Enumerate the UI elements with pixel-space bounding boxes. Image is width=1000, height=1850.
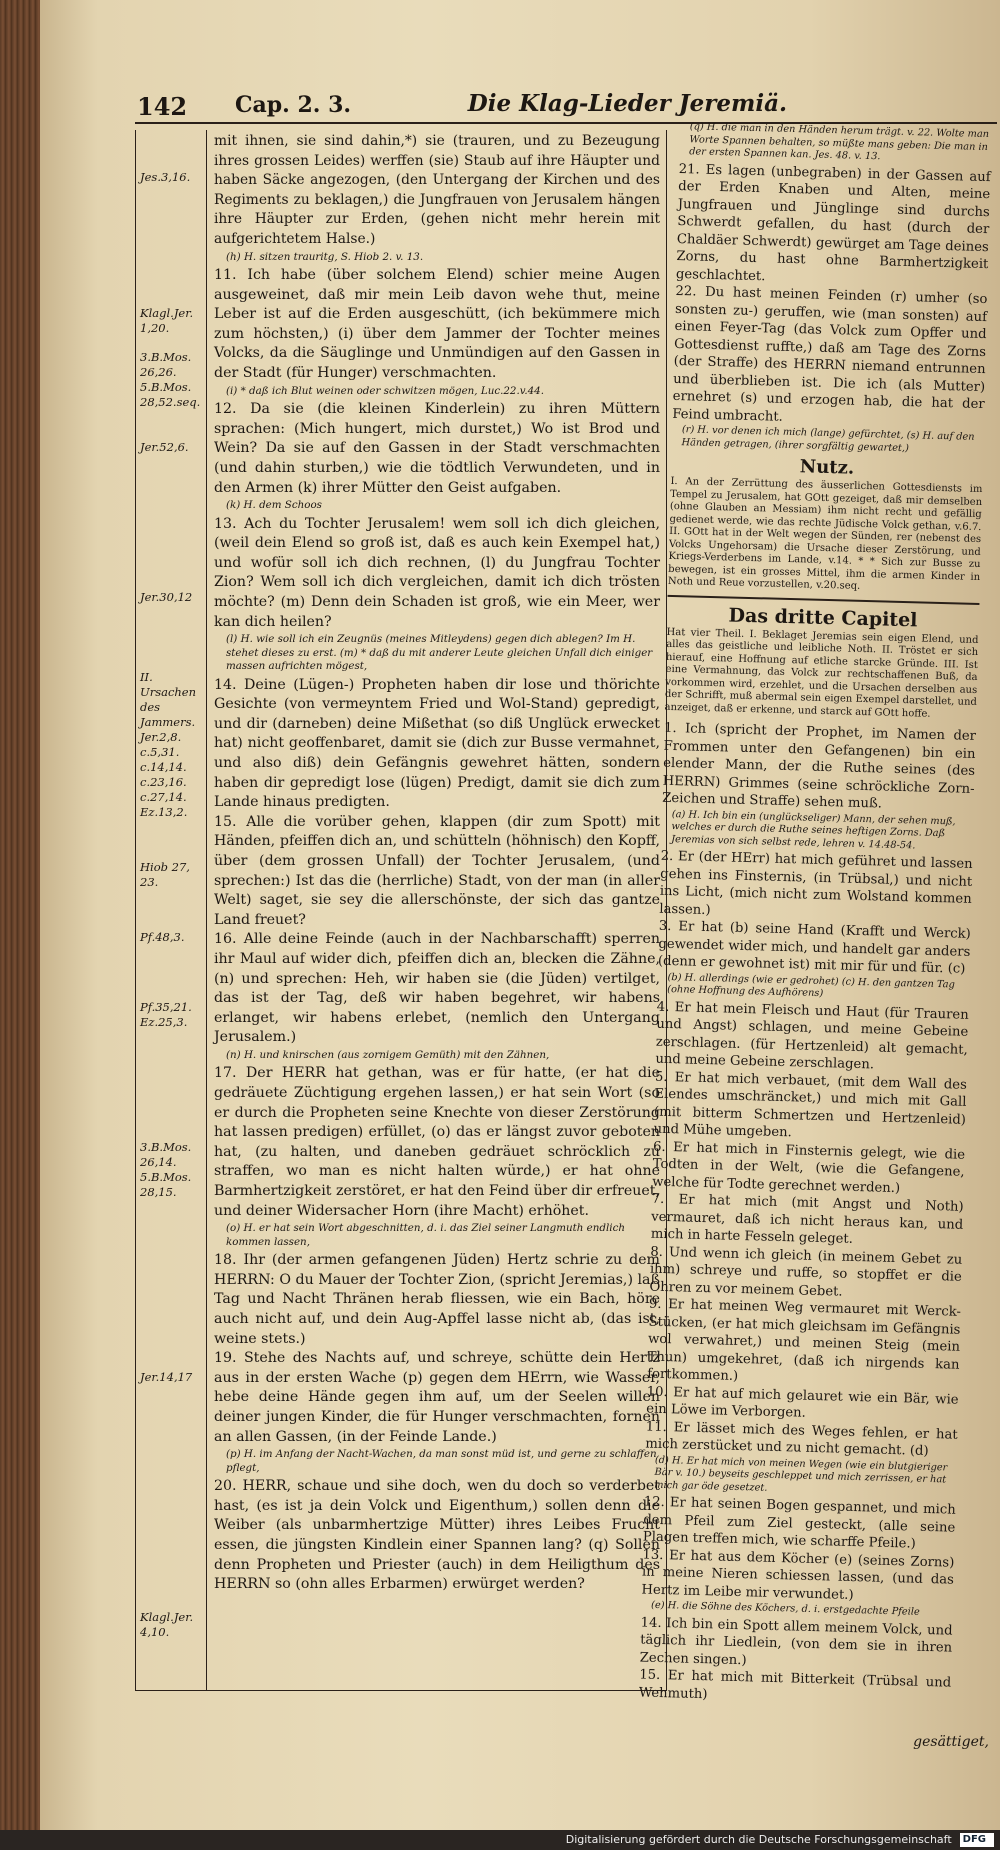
- verse-block: 21. Es lagen (unbegraben) in der Gassen auf der Erden Knaben und Alten, meine Jungfrauen und Jünglinge sind durchs Schwerdt gefallen, du hast (durch der Chaldäer Schwerdt) gewürget am Tage deines Zorns, du hast ohne Barmhertzigkeit geschlachtet.: [675, 161, 991, 284]
- verse-block: 14. Ich bin ein Spott allem meinem Volck, und täglich ihr Liedlein, (von dem sie in ihren Zechen singen.): [639, 1614, 953, 1668]
- verse-block: mit ihnen, sie sind dahin,*) sie (trauren, und zu Bezeugung ihres grossen Leides) werffen (sie) Staub auf ihre Häupter und haben Säcke angezogen, (den Untergang der Kirchen und des Regiments zu beklagen,) die Jungfrauen von Jerusalem hängen ihre Häupter zur Erden, (gehen nicht mehr herein mit aufgerichtetem Halse.): [214, 133, 660, 247]
- verse-block: 19. Stehe des Nachts auf, und schreye, schütte dein Hertz aus in der ersten Wache (p) gegen dem HErrn, wie Wasser, hebe deine Hände gegen ihm auf, um der Seelen willen deiner jungen Kinder, die für Hunger verschmachten, fornen an allen Gassen, (in der Feinde Lande.): [214, 1350, 660, 1445]
- footnote: (i) * daß ich Blut weinen oder schwitzen mögen, Luc.22.v.44.: [226, 384, 544, 397]
- verse-block: 17. Der HERR hat gethan, was er für hatte, (er hat die gedräuete Züchtigung ergehen lassen,) er hat sein Wort (so er durch die Propheten seine Knechte von dieser Zerstörung hat lassen predigen) erfüllet, (o) das er längst zuvor geboten hat, (zu halten, und daneben gedräuet schröcklich zu straffen, wo man es nicht halten würde,) er hat ohne Barmhertzigkeit zerstöret, er hat den Feind über dir erfreuet, und deiner Widersacher Horn (ihre Macht) erhöhet.: [214, 1065, 660, 1219]
- verse-block: 8. Und wenn ich gleich (in meinem Gebet zu ihm) schreye und ruffe, so stopffet er die Ohren zu vor meinem Gebet.: [649, 1244, 963, 1300]
- verse-block: 9. Er hat meinen Weg vermauret mit Werck-Stücken, (er hat mich gleichsam im Gefängnis wol verwahret,) und meinen Steig (mein Thun) umgekehret, (daß ich nirgends kan fortkommen.): [646, 1296, 962, 1384]
- book-page: [40, 0, 1000, 1830]
- chapter-summary: Hat vier Theil. I. Beklaget Jeremias sein eigen Elend, und alles das geistliche und leibliche Noth. II. Tröstet er sich hierauf, eine Hoffnung auf etliche starcke Gründe. III. Ist eine Vermahnung, das Volck zur rechtschaffenen Buß, da vorkommen wird, erzehlet, und die Ursachen derselben aus der Schrifft, muß abermal sein eigen Exempel darstellet, und anzeiget, daß er erkenne, und starck auf GOtt hoffe.: [664, 626, 979, 720]
- footnote: (b) H. allerdings (wie er gedrohet) (c) H. den gantzen Tag (ohne Hoffnung des Aufhörens): [667, 971, 956, 1000]
- verse-block: 10. Er hat auf mich gelauret wie ein Bär, wie ein Löwe im Verborgen.: [646, 1384, 959, 1421]
- credit-text: Digitalisierung gefördert durch die Deutsche Forschungsgemeinschaft: [565, 1833, 952, 1846]
- footnote: (q) H. die man in den Händen herum trägt. v. 22. Wolte man Worte Spannen behalten, so müßte mans geben: Die man in der ersten Spannen kan. Jes. 48. v. 13.: [689, 121, 990, 163]
- footnote: (d) H. Er hat mich von meinen Wegen (wie ein blutgieriger Bär v. 10.) beyseits geschleppet und mich zerrissen, er hat mich gar öde gesetzet.: [654, 1454, 948, 1494]
- verse-block: 22. Du hast meinen Feinden (r) umher (so sonsten zu-) geruffen, wie (man sonsten) auf einen Feyer-Tag (das Volck zum Opffer und Gottesdienst ruffte,) daß am Tage des Zorns (der Straffe) des HERRN niemand entrunnen und überblieben ist. Die ich (als Mutter) ernehret (s) und erzogen hab, die hat der Feind umbracht.: [672, 283, 988, 425]
- verse-block: 6. Er hat mich in Finsternis gelegt, wie die Todten in der Welt, (wie die Gefangene, welche für Todte gerechnet werden.): [652, 1139, 966, 1196]
- footnote: (k) H. dem Schoos: [226, 499, 322, 512]
- margin-note: Klagl.Jer. 4,10.: [140, 1610, 194, 1639]
- margin-note: 3.B.Mos. 26,14. 5.B.Mos. 28,15.: [140, 1140, 192, 1199]
- verse-block: 13. Ach du Tochter Jerusalem! wem soll ich dich gleichen, (weil dein Elend so groß ist, daß es auch kein Exempel hat,) und wofür soll ich dich rechnen, (l) du Jungfrau Tochter Zion? Wem soll ich dich vergleichen, damit ich dich trösten möchte? (m) Denn dein Schaden ist groß, wie ein Meer, wer kan dich heilen?: [214, 515, 660, 630]
- margin-note: Jer.14,17: [140, 1370, 193, 1384]
- footnote: (e) H. die Söhne des Köchers, d. i. erstgedachte Pfeile: [650, 1599, 920, 1618]
- verse-block: 2. Er (der HErr) hat mich geführet und lassen gehen ins Finsternis, (in Trübsal,) und nicht ins Licht, (mich nicht zum Wolstand kommen lassen.): [659, 848, 973, 918]
- margin-references: [136, 130, 207, 1690]
- footnote: (p) H. im Anfang der Nacht-Wachen, da man sonst müd ist, und gerne zu schlaffen pflegt,: [226, 1448, 657, 1474]
- right-column: [637, 120, 992, 1778]
- margin-note: Jer.30,12: [140, 590, 193, 604]
- verse-block: 13. Er hat aus dem Köcher (e) (seines Zorns) in meine Nieren schiessen lassen, (und das Hertz im Leibe mir verwundet.): [641, 1547, 955, 1603]
- verse-block: 5. Er hat mich verbauet, (mit dem Wall des Elendes umschräncket,) und mich mit Gall (mit bitterm Schmertzen und Hertzenleid) und Mühe umgeben.: [653, 1069, 968, 1141]
- margin-note: Pf.48,3.: [140, 930, 185, 944]
- verse-block: 4. Er hat mein Fleisch und Haut (für Trauren und Angst) schlagen, und meine Gebeine zerschlagen. (für Hertzenleid) alt gemacht, und meine Gebeine zerschlagen.: [655, 999, 969, 1073]
- page-number: 142: [137, 92, 188, 121]
- nutz-heading: Nutz.: [799, 456, 855, 479]
- dfg-logo: DFG: [960, 1833, 994, 1847]
- verse-block: 12. Er hat seinen Bogen gespannet, und mich dem Pfeil zum Ziel gesteckt, (alle seine Plagen treffen mich, wie scharffe Pfeile.): [642, 1494, 956, 1552]
- verse-block: 11. Ich habe (über solchem Elend) schier meine Augen ausgeweinet, daß mir mein Leib davon wehe thut, meine Leber ist auf die Erden ausgeschütt, (ich bekümmere mich zum höchsten,) (i) über dem Jammer der Tochter meines Volcks, da die Säuglinge und Unmündigen auf den Gassen in der Stadt (für Hunger) verschmachten.: [214, 267, 660, 382]
- main-text-left: [214, 132, 660, 1595]
- verse-block: 1. Ich (spricht der Prophet, im Namen der Frommen unter den Gefangenen) bin ein elender Mann, der die Ruthe seines (des HERRN) Grimmes (seine schröckliche Zorn-Zeichen und Straffe) sehen muß.: [662, 720, 977, 812]
- margin-note: Jes.3,16.: [140, 170, 191, 184]
- left-column: [135, 130, 667, 1691]
- catch-word: gesättiget,: [913, 1734, 989, 1750]
- verse-block: 16. Alle deine Feinde (auch in der Nachbarschafft) sperren ihr Maul auf wider dich, pfeiffen dich an, blecken die Zähne, (n) und sprechen: Heh, wir haben sie (die Jüden) vertilget, das ist der Tag, deß wir haben begehret, wir habens erlanget, wir habens erlebet, (nemlich den Untergang Jerusalem.): [214, 931, 660, 1046]
- page-content: [135, 80, 997, 1780]
- verse-block: 11. Er lässet mich des Weges fehlen, er hat mich zerstücket und zu nicht gemacht. (d): [645, 1419, 958, 1459]
- verse-block: 20. HERR, schaue und sihe doch, wen du doch so verderbet hast, (es ist ja dein Volck und Eigenthum,) sollen denn die Weiber (als unbarmhertzige Mütter) ihres Leibes Frucht essen, die jüngsten Kindlein einer Spannen lang? (q) Sollen denn Propheten und Priester (auch) in dem Heiligthum des HERRN so (ohn alles Erbarmen) erwürget werden?: [214, 1478, 660, 1593]
- verse-block: 14. Deine (Lügen-) Propheten haben dir lose und thörichte Gesichte (von vermeyntem Fried und Wol-Stand) gepredigt, und dir (darneben) deine Mißethat (so diß Unglück erwecket hat) nicht geoffenbaret, damit sie (dich zur Busse vermahnet, und also diß) dein Gefängnis gewehret hätten, sondern haben dir gepredigt lose (lügen) Predigt, damit sie dich zum Lande hinaus predigten.: [214, 676, 660, 811]
- margin-note: Pf.35,21. Ez.25,3.: [140, 1000, 192, 1029]
- footnote: (o) H. er hat sein Wort abgeschnitten, d. i. das Ziel seiner Langmuth endlich kommen lassen,: [226, 1222, 625, 1248]
- footnote: (r) H. vor denen ich mich (lange) gefürchtet, (s) H. auf den Händen getragen, (ihrer sorgfältig gewartet,): [681, 424, 975, 454]
- verse-block: 12. Da sie (die kleinen Kinderlein) zu ihren Müttern sprachen: (Mich hungert, mich durstet,) Wo ist Brod und Wein? Da sie auf den Gassen in der Stadt verschmachten (und dahin sturben,) wie die tödtlich Verwundeten, und in den Armen (k) ihrer Mütter den Geist aufgaben.: [214, 401, 660, 496]
- digitization-credit: [0, 1830, 1000, 1850]
- chapter-heading: Das dritte Capitel: [728, 603, 918, 631]
- footnote: (l) H. wie soll ich ein Zeugnüs (meines Mitleydens) gegen dich ablegen? Im H. stehet dieses zu erst. (m) * daß du mit anderer Leute gleichen Unfall dich einiger massen aufrichten mögest,: [226, 633, 653, 673]
- running-title: Die Klag-Lieder Jeremiä.: [467, 90, 787, 117]
- margin-note: 3.B.Mos. 26,26. 5.B.Mos. 28,52.seq.: [140, 350, 201, 409]
- footnote: (n) H. und knirschen (aus zornigem Gemüth) mit den Zähnen,: [226, 1048, 550, 1061]
- margin-note: II. Ursachen des Jammers. Jer.2,8. c.5,31. c.14,14. c.23,16. c.27,14. Ez.13,2.: [140, 670, 197, 819]
- verse-block: 18. Ihr (der armen gefangenen Jüden) Hertz schrie zu dem HERRN: O du Mauer der Tochter Zion, (spricht Jeremias,) laß Tag und Nacht Thränen herab fliessen, wie ein Bach, höre auch nicht auf, und dein Aug-Apffel lasse nicht ab, (das ist, weine stets.): [214, 1252, 660, 1347]
- footnote: (a) H. Ich bin ein (unglückseliger) Mann, der sehen muß, welches er durch die Ruthe seines heftigen Zorns. Daß Jeremias von sich selbst rede, lehren v. 14.48-54.: [671, 808, 956, 851]
- margin-note: Hiob 27, 23.: [140, 860, 190, 889]
- page-header: [135, 88, 997, 124]
- verse-block: 3. Er hat (b) seine Hand (Krafft und Werck) gewendet wider mich, und handelt gar anders (denn er gewohnet ist) mit mir für und für. (c): [657, 918, 971, 977]
- verse-block: 15. Alle die vorüber gehen, klappen (dir zum Spott) mit Händen, pfeiffen dich an, und schütteln (höhnisch) den Kopff, über (dem grossen Unfall) der Tochter Jerusalem, (und sprechen:) Ist das die (herrliche) Stadt, von der man (in aller Welt) saget, sie sey die allerschönste, der sich das gantze Land freuet?: [214, 813, 660, 928]
- footnote: (h) H. sitzen trauritg, S. Hiob 2. v. 13.: [226, 250, 424, 263]
- verse-block: 7. Er hat mich (mit Angst und Noth) vermauret, daß ich nicht heraus kan, und mich in harte Fesseln geleget.: [650, 1191, 964, 1247]
- margin-note: Jer.52,6.: [140, 440, 189, 454]
- nutz-body: I. An der Zerrüttung des äusserlichen Gottesdiensts im Tempel zu Jerusalem, hat GOtt gezeiget, daß mir demselben (ohne Glauben an Messiam) ihm nicht recht und gefällig gedienet werde, wie das rechte Jüdische Volck gethan, v.6.7. II. GOtt hat in der Welt wegen der Sünden, rer (nebenst des Volcks Ungehorsam) die Ursache dieser Zerstörung, und Kriegs-Verderbens im Lande, v.14. * * Sich zur Busse zu bewegen, ist ein grosses Mittel, ihm die armen Kinder in Noth und Reue vorzustellen, v.20.seq.: [667, 475, 983, 592]
- chapter-label: Cap. 2. 3.: [235, 92, 352, 118]
- margin-note: Klagl.Jer. 1,20.: [140, 306, 194, 335]
- verse-block: 15. Er hat mich mit Bitterkeit (Trübsal und Wehmuth): [638, 1667, 952, 1702]
